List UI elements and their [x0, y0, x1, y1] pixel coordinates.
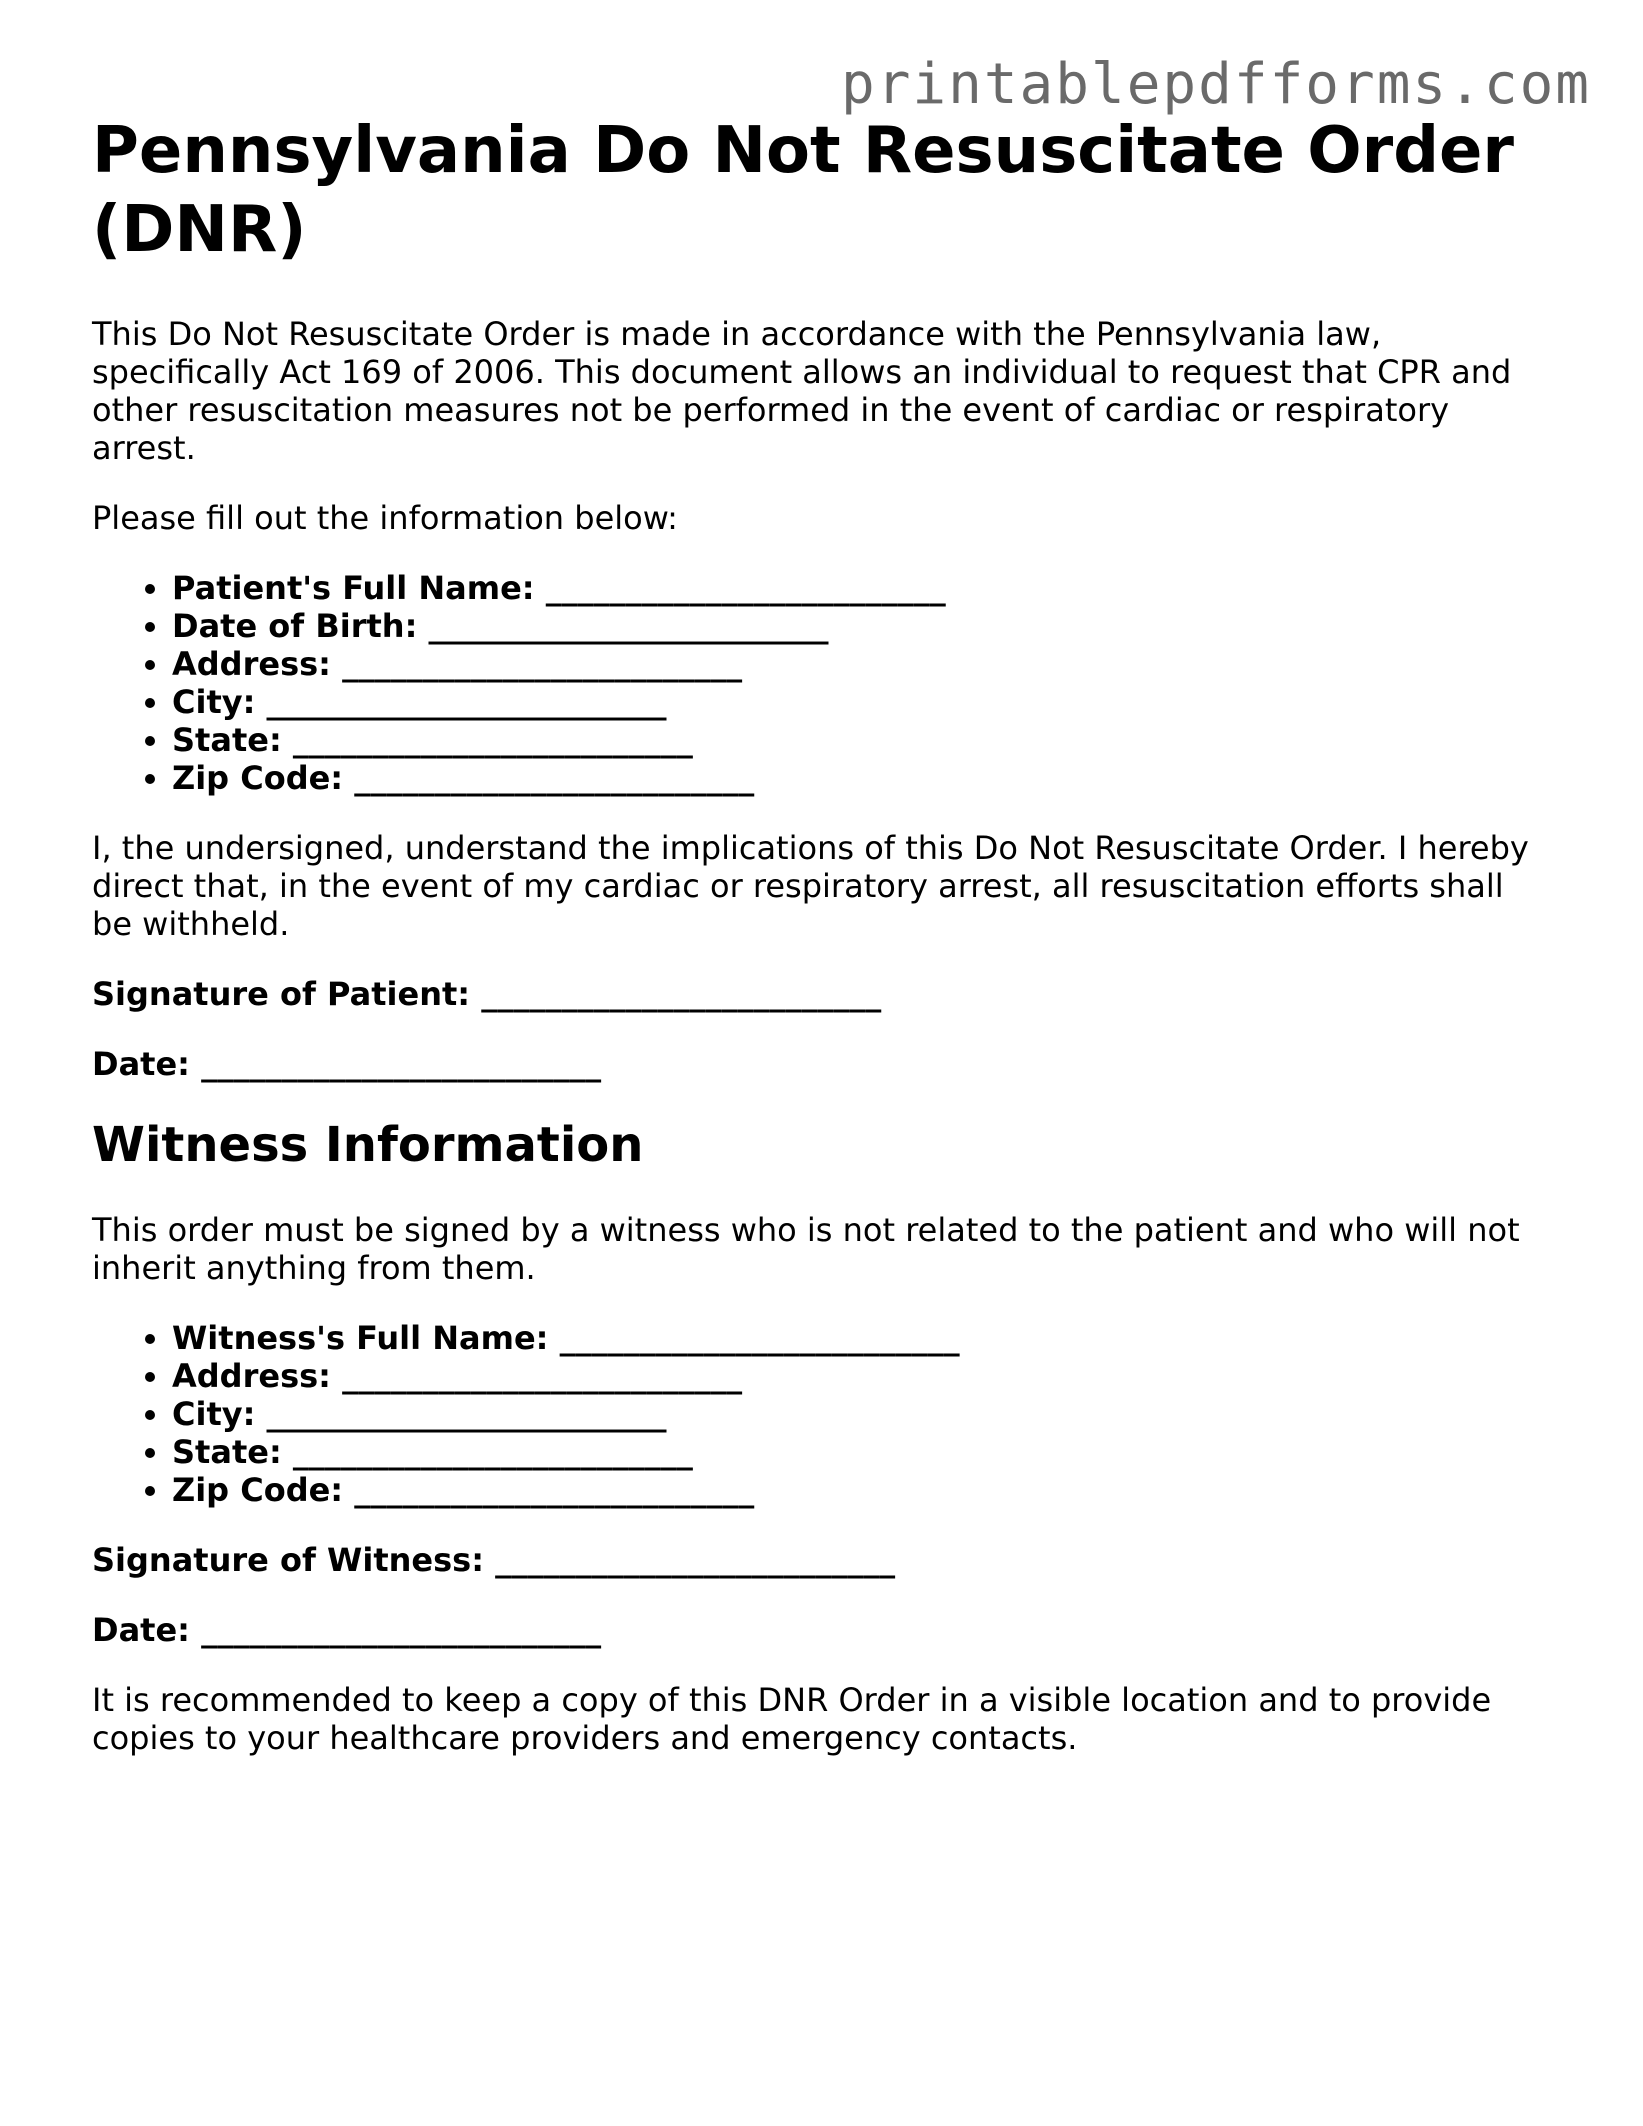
patient-date-label: Date: [92, 1045, 190, 1083]
witness-state-field[interactable] [172, 1433, 1552, 1471]
patient-info-list [92, 569, 1552, 797]
field-label: City: [172, 683, 256, 721]
field-blank: _________________________ [201, 1045, 602, 1083]
field-label: Date of Birth: [172, 607, 418, 645]
field-blank: _________________________ [342, 645, 743, 683]
witness-zip-field[interactable] [172, 1471, 1552, 1509]
patient-date-line[interactable] [92, 1045, 1552, 1083]
field-blank: _________________________ [342, 1357, 743, 1395]
field-blank: _________________________ [495, 1541, 896, 1579]
witness-name-field[interactable] [172, 1319, 1552, 1357]
field-label: Address: [172, 645, 331, 683]
witness-info-list [92, 1319, 1552, 1509]
field-blank: _________________________ [292, 721, 693, 759]
field-blank: _________________________ [201, 1611, 602, 1649]
document-page [92, 112, 1552, 1789]
field-label: City: [172, 1395, 256, 1433]
closing-paragraph: It is recommended to keep a copy of this DNR Order in a visible location and to provide copies to your healthcare providers and emergency contacts. [92, 1681, 1492, 1757]
field-blank: _________________________ [354, 759, 755, 797]
witness-date-line[interactable] [92, 1611, 1552, 1649]
witness-address-field[interactable] [172, 1357, 1552, 1395]
field-blank: _________________________ [481, 975, 882, 1013]
field-label: Patient's Full Name: [172, 569, 535, 607]
patient-dob-field[interactable] [172, 607, 1552, 645]
field-label: Zip Code: [172, 1471, 344, 1509]
patient-address-field[interactable] [172, 645, 1552, 683]
field-label: State: [172, 721, 282, 759]
witness-signature-line[interactable] [92, 1541, 1552, 1579]
patient-name-field[interactable] [172, 569, 1552, 607]
field-blank: _________________________ [545, 569, 946, 607]
field-blank: _________________________ [266, 1395, 667, 1433]
witness-intro: This order must be signed by a witness who is not related to the patient and who will not inherit anything from them. [92, 1211, 1520, 1287]
field-blank: _________________________ [354, 1471, 755, 1509]
declaration-paragraph: I, the undersigned, understand the implications of this Do Not Resuscitate Order. I hereby direct that, in the event of my cardiac or respiratory arrest, all resuscitation efforts shall be withheld. [92, 829, 1529, 943]
field-blank: _________________________ [266, 683, 667, 721]
witness-date-label: Date: [92, 1611, 190, 1649]
patient-zip-field[interactable] [172, 759, 1552, 797]
patient-city-field[interactable] [172, 683, 1552, 721]
field-label: Witness's Full Name: [172, 1319, 549, 1357]
field-label: Zip Code: [172, 759, 344, 797]
patient-signature-label: Signature of Patient: [92, 975, 471, 1013]
witness-city-field[interactable] [172, 1395, 1552, 1433]
field-blank: _________________________ [292, 1433, 693, 1471]
field-label: Address: [172, 1357, 331, 1395]
patient-state-field[interactable] [172, 721, 1552, 759]
witness-signature-label: Signature of Witness: [92, 1541, 484, 1579]
field-blank: _________________________ [559, 1319, 960, 1357]
field-blank: _________________________ [428, 607, 829, 645]
field-label: State: [172, 1433, 282, 1471]
witness-heading: Witness Information [92, 1117, 644, 1173]
fill-prompt: Please fill out the information below: [92, 499, 678, 537]
intro-paragraph: This Do Not Resuscitate Order is made in accordance with the Pennsylvania law, specifically Act 169 of 2006. This document allows an individual to request that CPR and other resuscitation measures not be performed in the event of cardiac or respiratory arrest. [92, 315, 1512, 467]
page-title: Pennsylvania Do Not Resuscitate Order (DNR) [92, 114, 1514, 267]
watermark: printablepdfforms.com [840, 52, 1591, 117]
patient-signature-line[interactable] [92, 975, 1552, 1013]
